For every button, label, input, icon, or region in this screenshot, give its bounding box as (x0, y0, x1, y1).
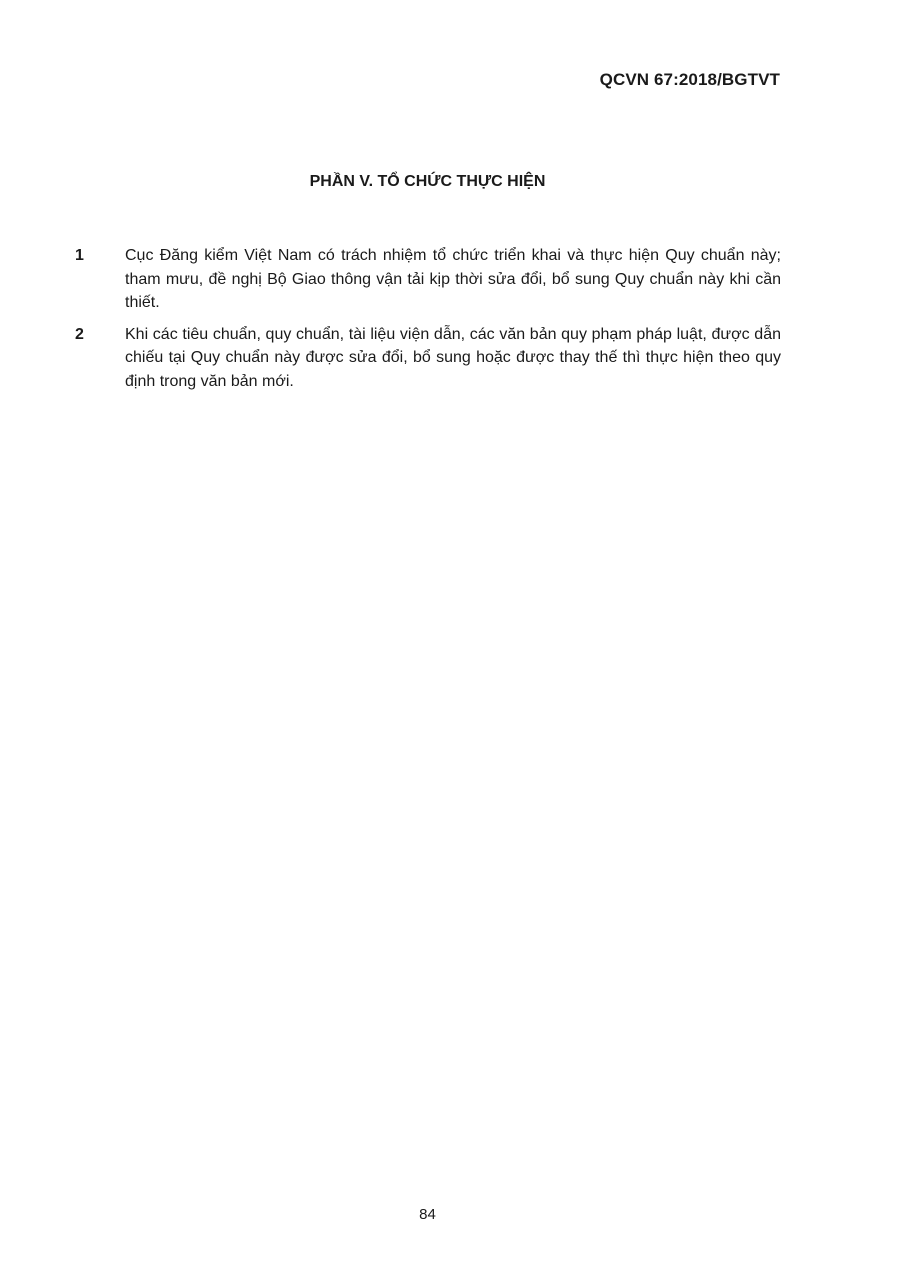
list-item (75, 244, 781, 315)
item-text: Cục Đăng kiểm Việt Nam có trách nhiệm tổ chức triển khai và thực hiện Quy chuẩn này; tham mưu, đề nghị Bộ Giao thông vận tải kịp thời sửa đổi, bổ sung Quy chuẩn này khi cần thiết. (125, 247, 781, 311)
document-code: QCVN 67:2018/BGTVT (599, 70, 780, 89)
page-number: 84 (419, 1206, 436, 1223)
item-text: Khi các tiêu chuẩn, quy chuẩn, tài liệu viện dẫn, các văn bản quy phạm pháp luật, được dẫn chiếu tại Quy chuẩn này được sửa đổi, bổ sung hoặc được thay thế thì thực hiện theo quy định trong văn bản mới. (125, 325, 781, 390)
item-number: 2 (75, 325, 84, 343)
section-title: PHẦN V. TỔ CHỨC THỰC HIỆN (309, 173, 546, 190)
list-item (75, 323, 781, 394)
item-number: 1 (75, 247, 84, 264)
provisions-list (75, 244, 781, 401)
